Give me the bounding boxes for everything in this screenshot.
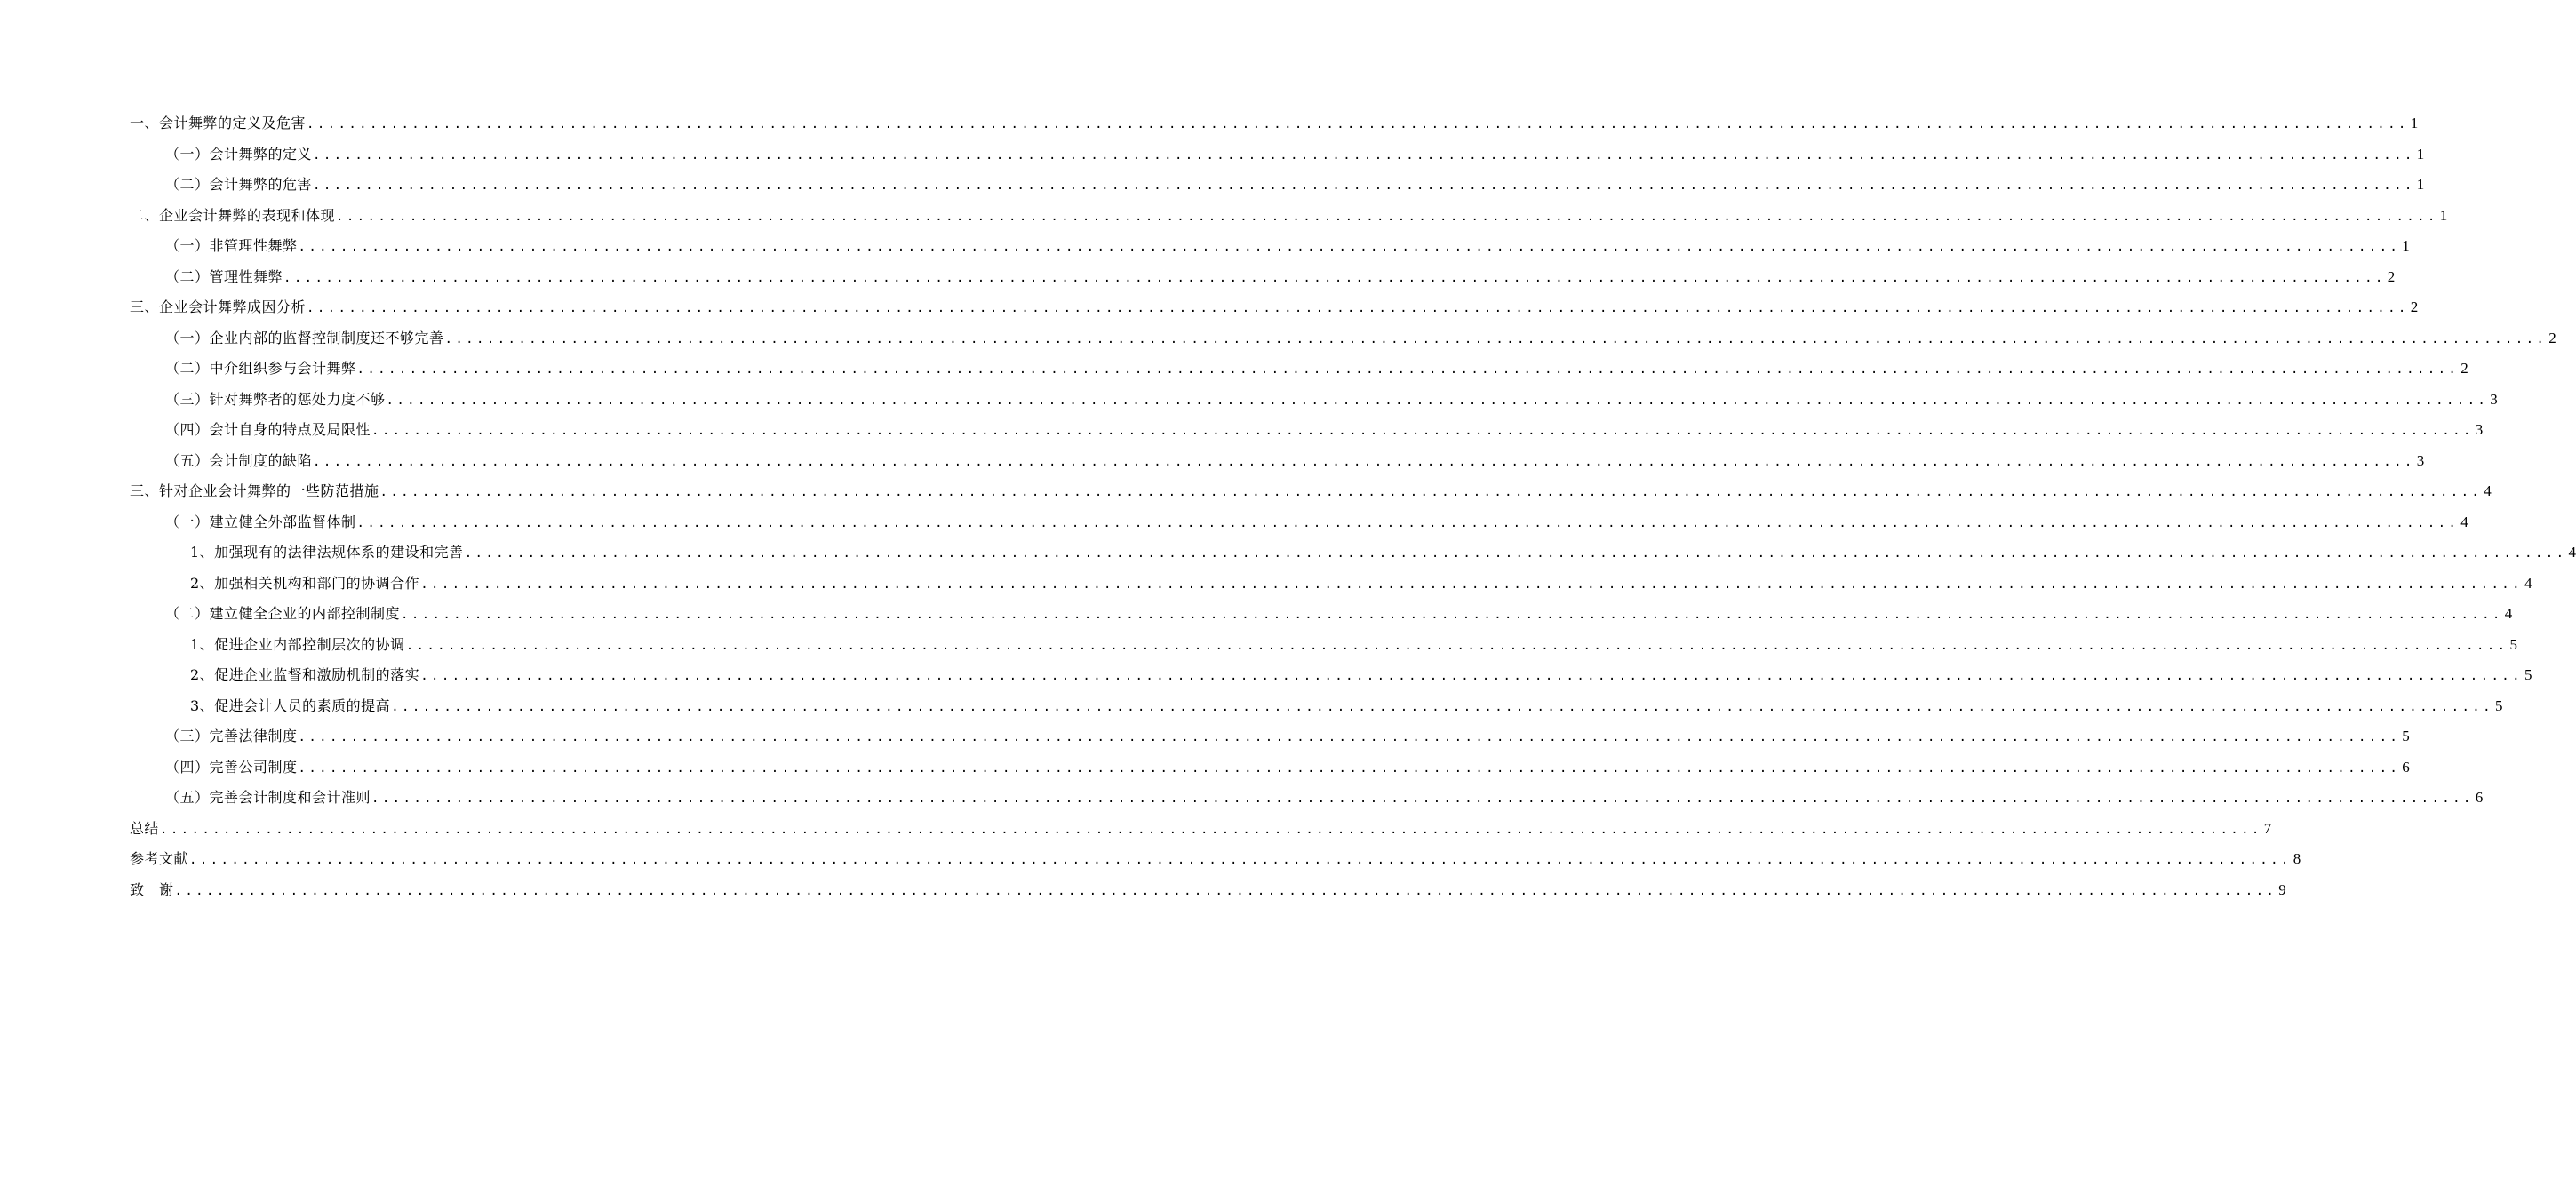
toc-entry[interactable] — [130, 201, 2448, 232]
toc-entry[interactable] — [130, 139, 2425, 171]
toc-dot-leader: ........................................................................................................................................................................................................ — [298, 730, 2401, 744]
toc-entry-page-number: 6 — [2475, 789, 2484, 806]
toc-entry-title: 1、加强现有的法律法规体系的建设和完善 — [190, 544, 464, 561]
toc-entry-page-number: 1 — [2416, 145, 2425, 163]
toc-entry-title: 致 谢 — [130, 880, 174, 898]
toc-entry[interactable] — [130, 814, 2272, 845]
toc-entry[interactable] — [130, 844, 2301, 875]
toc-dot-leader: ........................................................................................................................................................................................................ — [160, 822, 2262, 837]
toc-entry-title: 3、促进会计人员的素质的提高 — [190, 696, 391, 714]
toc-entry[interactable] — [130, 108, 2419, 139]
toc-entry-page-number: 4 — [2524, 574, 2532, 592]
toc-entry-title: 2、加强相关机构和部门的协调合作 — [190, 574, 420, 592]
toc-dot-leader: ........................................................................................................................................................................................................ — [283, 270, 2386, 285]
toc-entry[interactable] — [130, 875, 2286, 906]
toc-entry-page-number: 4 — [2460, 513, 2468, 530]
toc-entry-page-number: 6 — [2402, 758, 2410, 776]
toc-entry-page-number: 5 — [2402, 728, 2410, 744]
toc-entry[interactable] — [130, 292, 2419, 323]
toc-entry-title: （五）会计制度的缺陷 — [165, 451, 313, 469]
toc-entry[interactable] — [130, 630, 2517, 661]
toc-entry-title: （三）针对舞弊者的惩处力度不够 — [165, 390, 386, 408]
toc-dot-leader: ........................................................................................................................................................................................................ — [371, 792, 2474, 806]
toc-dot-leader: ........................................................................................................................................................................................................ — [174, 883, 2277, 898]
toc-dot-leader: ........................................................................................................................................................................................................ — [298, 760, 2401, 776]
toc-entry[interactable] — [130, 354, 2468, 385]
toc-entry[interactable] — [130, 569, 2532, 600]
toc-entry[interactable] — [130, 170, 2425, 201]
toc-entry-title: 三、企业会计舞弊成因分析 — [130, 298, 307, 315]
toc-entry-title: （三）完善法律制度 — [165, 728, 298, 744]
toc-dot-leader: ........................................................................................................................................................................................................ — [379, 485, 2483, 499]
toc-dot-leader: ........................................................................................................................................................................................................ — [313, 179, 2415, 193]
toc-entry-title: （一）会计舞弊的定义 — [165, 145, 313, 163]
toc-entry-page-number: 4 — [2484, 482, 2492, 499]
toc-entry[interactable] — [130, 262, 2396, 293]
toc-entry[interactable] — [130, 599, 2513, 630]
toc-entry-title: （四）完善公司制度 — [165, 758, 298, 776]
toc-entry-page-number: 2 — [2548, 329, 2556, 346]
toc-entry[interactable] — [130, 660, 2532, 691]
toc-dot-leader: ........................................................................................................................................................................................................ — [405, 638, 2508, 653]
toc-entry-page-number: 3 — [2416, 451, 2425, 469]
toc-entry-page-number: 9 — [2278, 880, 2286, 898]
toc-dot-leader: ........................................................................................................................................................................................................ — [444, 331, 2548, 346]
toc-entry-title: （一）建立健全外部监督体制 — [165, 513, 356, 530]
toc-entry-title: （二）中介组织参与会计舞弊 — [165, 360, 356, 377]
toc-dot-leader: ........................................................................................................................................................................................................ — [298, 240, 2401, 254]
toc-entry-title: （二）建立健全企业的内部控制制度 — [165, 605, 401, 622]
toc-dot-leader: ........................................................................................................................................................................................................ — [336, 209, 2438, 224]
toc-entry-page-number: 4 — [2504, 605, 2513, 622]
toc-dot-leader: ........................................................................................................................................................................................................ — [307, 301, 2409, 315]
toc-entry[interactable] — [130, 231, 2410, 262]
toc-dot-leader: ........................................................................................................................................................................................................ — [356, 515, 2460, 530]
toc-dot-leader: ........................................................................................................................................................................................................ — [420, 669, 2523, 683]
toc-dot-leader: ........................................................................................................................................................................................................ — [313, 454, 2415, 469]
toc-entry[interactable] — [130, 323, 2556, 354]
toc-entry[interactable] — [130, 783, 2484, 814]
toc-entry-page-number: 2 — [2387, 267, 2396, 285]
toc-entry-title: 二、企业会计舞弊的表现和体现 — [130, 206, 336, 224]
toc-entry-page-number: 3 — [2490, 390, 2498, 408]
toc-entry[interactable] — [130, 507, 2468, 538]
toc-entry[interactable] — [130, 415, 2484, 446]
toc-entry-page-number: 8 — [2293, 850, 2301, 867]
toc-entry-page-number: 7 — [2263, 819, 2272, 837]
toc-dot-leader: ........................................................................................................................................................................................................ — [371, 424, 2474, 438]
toc-entry-title: 参考文献 — [130, 850, 189, 867]
toc-entry-page-number: 4 — [2568, 544, 2576, 561]
toc-entry-title: （一）非管理性舞弊 — [165, 237, 298, 254]
toc-entry-title: （二）会计舞弊的危害 — [165, 176, 313, 193]
toc-entry-page-number: 1 — [2439, 206, 2448, 224]
toc-entry-title: 三、针对企业会计舞弊的一些防范措施 — [130, 482, 379, 499]
toc-entry-page-number: 5 — [2494, 696, 2503, 714]
toc-dot-leader: ........................................................................................................................................................................................................ — [189, 853, 2292, 867]
toc-entry-title: （四）会计自身的特点及局限性 — [165, 421, 371, 438]
toc-entry[interactable] — [130, 446, 2425, 477]
toc-entry-title: （二）管理性舞弊 — [165, 267, 283, 285]
toc-entry-title: 1、促进企业内部控制层次的协调 — [190, 635, 405, 653]
toc-entry[interactable] — [130, 752, 2410, 784]
toc-entry[interactable] — [130, 385, 2498, 416]
toc-entry[interactable] — [130, 476, 2492, 507]
toc-entry[interactable] — [130, 537, 2576, 569]
toc-entry[interactable] — [130, 691, 2503, 722]
toc-dot-leader: ........................................................................................................................................................................................................ — [307, 117, 2409, 131]
toc-entry[interactable] — [130, 721, 2410, 752]
toc-entry-title: 一、会计舞弊的定义及危害 — [130, 115, 307, 131]
toc-entry-page-number: 1 — [2402, 237, 2410, 254]
toc-entry-page-number: 2 — [2460, 360, 2468, 377]
toc-dot-leader: ........................................................................................................................................................................................................ — [313, 147, 2415, 163]
toc-entry-page-number: 3 — [2475, 421, 2484, 438]
toc-entry-page-number: 5 — [2524, 666, 2532, 683]
toc-dot-leader: ........................................................................................................................................................................................................ — [420, 577, 2523, 592]
toc-entry-page-number: 5 — [2509, 635, 2517, 653]
toc-entry-title: （一）企业内部的监督控制制度还不够完善 — [165, 329, 444, 346]
toc-dot-leader: ........................................................................................................................................................................................................ — [386, 393, 2489, 408]
toc-entry-title: （五）完善会计制度和会计准则 — [165, 789, 371, 806]
toc-dot-leader: ........................................................................................................................................................................................................ — [356, 362, 2460, 377]
toc-dot-leader: ........................................................................................................................................................................................................ — [391, 699, 2493, 714]
toc-dot-leader: ........................................................................................................................................................................................................ — [401, 608, 2503, 622]
toc-entry-page-number: 2 — [2410, 298, 2419, 315]
toc-dot-leader: ........................................................................................................................................................................................................ — [464, 546, 2567, 561]
toc-entry-title: 2、促进企业监督和激励机制的落实 — [190, 666, 420, 683]
toc-entry-page-number: 1 — [2410, 115, 2419, 131]
toc-entry-page-number: 1 — [2416, 176, 2425, 193]
toc-entry-title: 总结 — [130, 819, 160, 837]
table-of-contents — [130, 108, 2576, 905]
